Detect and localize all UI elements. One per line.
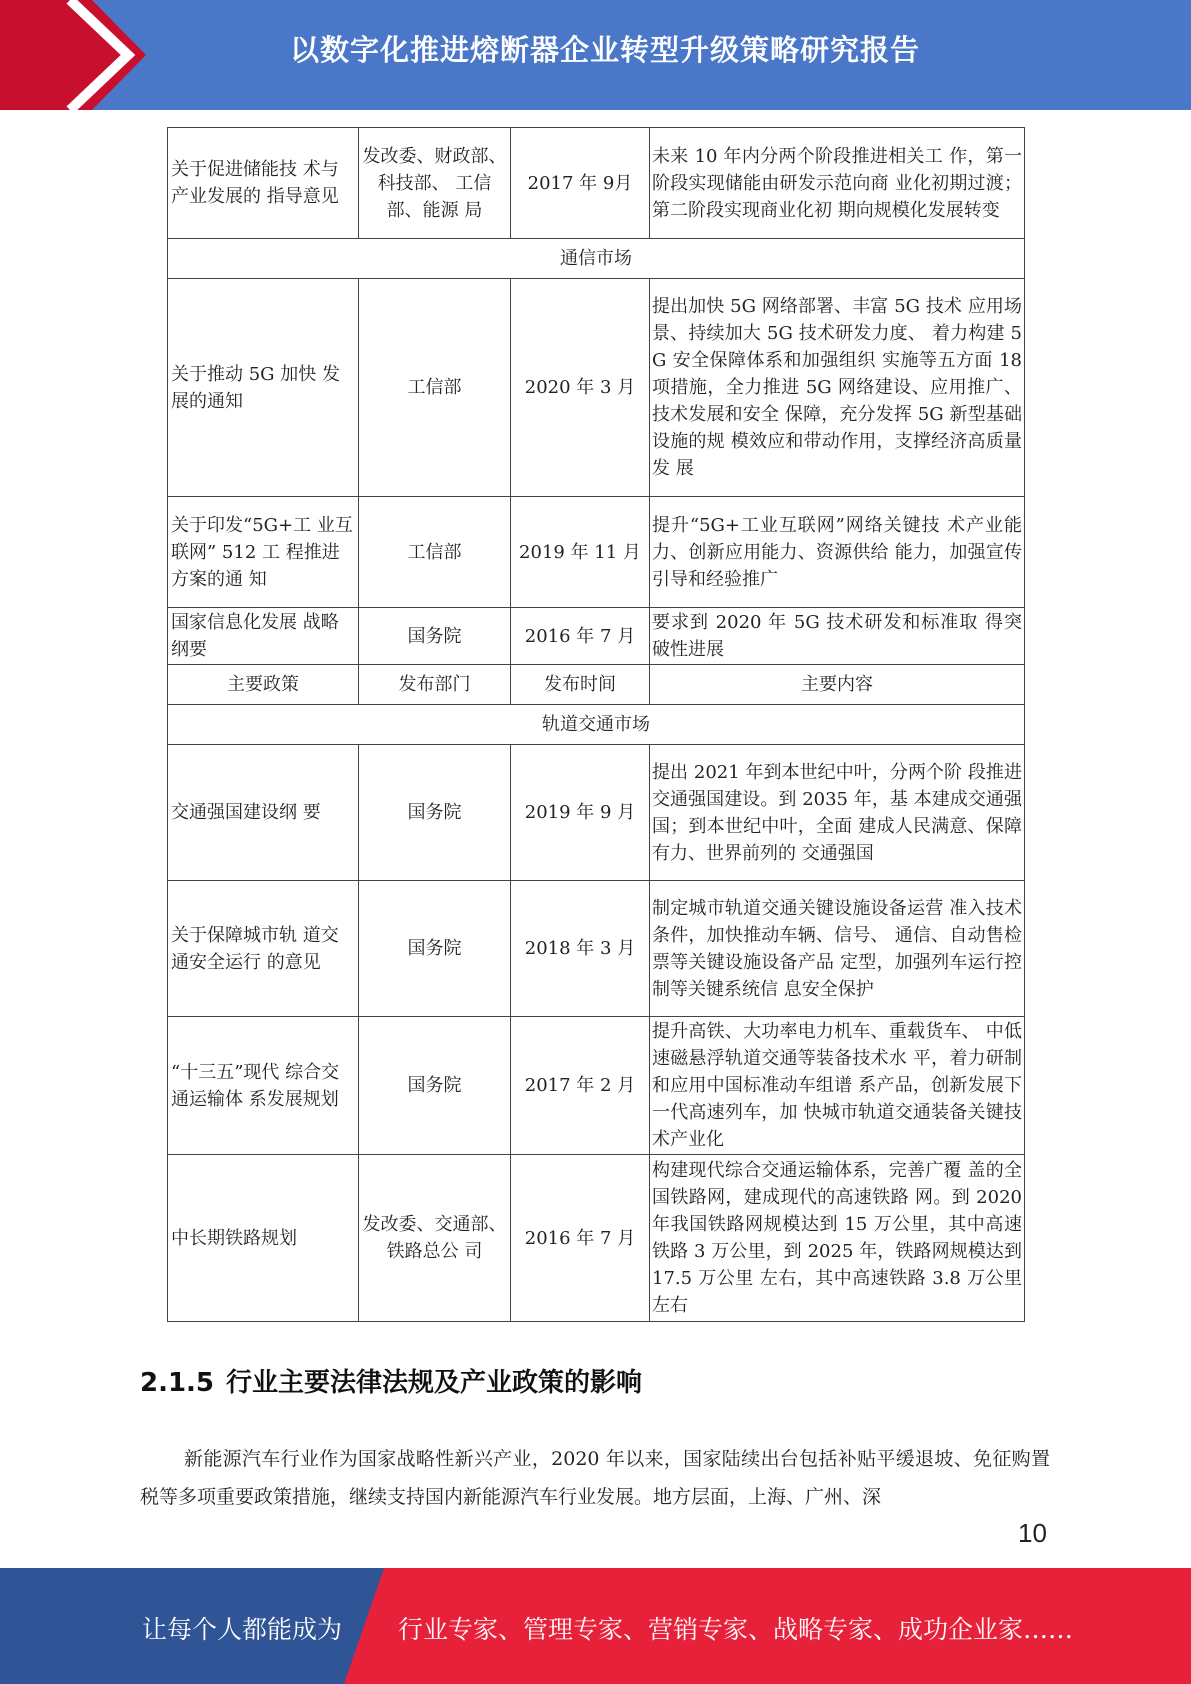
policy-name: 关于印发“5G+工 业互联网” 512 工 程推进方案的通 知 xyxy=(168,497,359,608)
table-header-row xyxy=(168,665,1025,705)
policy-name: 中长期铁路规划 xyxy=(168,1155,359,1322)
page-footer xyxy=(0,1568,1191,1684)
release-date: 2019 年 9 月 xyxy=(511,745,650,881)
policy-content: 提升“5G+工业互联网”网络关键技 术产业能力、创新应用能力、资源供给 能力，加强宣传引导和经验推广 xyxy=(650,497,1025,608)
release-date: 2017 年 2 月 xyxy=(511,1017,650,1155)
department: 国务院 xyxy=(359,1017,511,1155)
table-row xyxy=(168,745,1025,881)
policy-content: 制定城市轨道交通关键设施设备运营 准入技术条件，加快推动车辆、信号、 通信、自动售检票等关键设施设备产品 定型，加强列车运行控制等关键系统信 息安全保护 xyxy=(650,881,1025,1017)
section-title: 行业主要法律法规及产业政策的影响 xyxy=(226,1368,643,1398)
policy-name: 国家信息化发展 战略纲要 xyxy=(168,608,359,665)
section-number: 2.1.5 xyxy=(140,1368,215,1398)
section-row-rail xyxy=(168,705,1025,745)
release-date: 2017 年 9月 xyxy=(511,128,650,239)
release-date: 2019 年 11 月 xyxy=(511,497,650,608)
section-row-telecom xyxy=(168,239,1025,279)
column-header-content: 主要内容 xyxy=(650,665,1025,705)
policy-content: 未来 10 年内分两个阶段推进相关工 作，第一阶段实现储能由研发示范向商 业化初期过渡；第二阶段实现商业化初 期向规模化发展转变 xyxy=(650,128,1025,239)
column-header-policy: 主要政策 xyxy=(168,665,359,705)
column-header-date: 发布时间 xyxy=(511,665,650,705)
policy-content: 提出加快 5G 网络部署、丰富 5G 技术 应用场景、持续加大 5G 技术研发力度、 着力构建 5G 安全保障体系和加强组织 实施等五方面 18 项措施，全力推进 5G 网络建设、应用推广、技术发展和安全 保障，充分发挥 5G 新型基础设施的规 模效应和带动作用，支撑经济高质量发 展 xyxy=(650,279,1025,497)
policy-name: “十三五”现代 综合交通运输体 系发展规划 xyxy=(168,1017,359,1155)
policy-name: 交通强国建设纲 要 xyxy=(168,745,359,881)
release-date: 2016 年 7 月 xyxy=(511,608,650,665)
column-header-department: 发布部门 xyxy=(359,665,511,705)
department: 工信部 xyxy=(359,279,511,497)
table-row xyxy=(168,881,1025,1017)
section-label: 通信市场 xyxy=(168,239,1025,279)
table-row xyxy=(168,1155,1025,1322)
page-header xyxy=(0,0,1191,110)
table-row xyxy=(168,128,1025,239)
section-label: 轨道交通市场 xyxy=(168,705,1025,745)
department: 国务院 xyxy=(359,881,511,1017)
release-date: 2016 年 7 月 xyxy=(511,1155,650,1322)
policy-content: 构建现代综合交通运输体系，完善广覆 盖的全国铁路网，建成现代的高速铁路 网。到 2020 年我国铁路网规模达到 15 万公里，其中高速铁路 3 万公里，到 2025 年，铁路网规模达到 17.5 万公里 左右，其中高速铁路 3.8 万公里左右 xyxy=(650,1155,1025,1322)
department: 工信部 xyxy=(359,497,511,608)
policy-name: 关于推动 5G 加快 发展的通知 xyxy=(168,279,359,497)
department: 发改委、交通部、铁路总公 司 xyxy=(359,1155,511,1322)
department: 国务院 xyxy=(359,608,511,665)
table-row xyxy=(168,497,1025,608)
table-row xyxy=(168,608,1025,665)
policy-name: 关于保障城市轨 道交通安全运行 的意见 xyxy=(168,881,359,1017)
release-date: 2018 年 3 月 xyxy=(511,881,650,1017)
table-row xyxy=(168,1017,1025,1155)
policy-table xyxy=(167,127,1025,1322)
page-number: 10 xyxy=(1018,1518,1047,1548)
footer-slogan-right: 行业专家、管理专家、营销专家、战略专家、成功企业家…… xyxy=(398,1615,1074,1644)
policy-content: 提出 2021 年到本世纪中叶，分两个阶 段推进交通强国建设。到 2035 年，基 本建成交通强国；到本世纪中叶，全面 建成人民满意、保障有力、世界前列的 交通强国 xyxy=(650,745,1025,881)
footer-slogan-left: 让每个人都能成为 xyxy=(142,1615,343,1644)
section-heading xyxy=(140,1362,642,1399)
policy-content: 要求到 2020 年 5G 技术研发和标准取 得突破性进展 xyxy=(650,608,1025,665)
table-row xyxy=(168,279,1025,497)
department: 国务院 xyxy=(359,745,511,881)
body-paragraph: 新能源汽车行业作为国家战略性新兴产业，2020 年以来，国家陆续出台包括补贴平缓退坡、免征购置税等多项重要政策措施，继续支持国内新能源汽车行业发展。地方层面，上海、广州、深 xyxy=(140,1448,1050,1508)
department: 发改委、财政部、科技部、 工信部、能源 局 xyxy=(359,128,511,239)
policy-content: 提升高铁、大功率电力机车、重载货车、 中低速磁悬浮轨道交通等装备技术水 平，着力研制和应用中国标准动车组谱 系产品，创新发展下一代高速列车，加 快城市轨道交通装备关键技术产业化 xyxy=(650,1017,1025,1155)
release-date: 2020 年 3 月 xyxy=(511,279,650,497)
policy-name: 关于促进储能技 术与产业发展的 指导意见 xyxy=(168,128,359,239)
header-title: 以数字化推进熔断器企业转型升级策略研究报告 xyxy=(290,33,921,67)
